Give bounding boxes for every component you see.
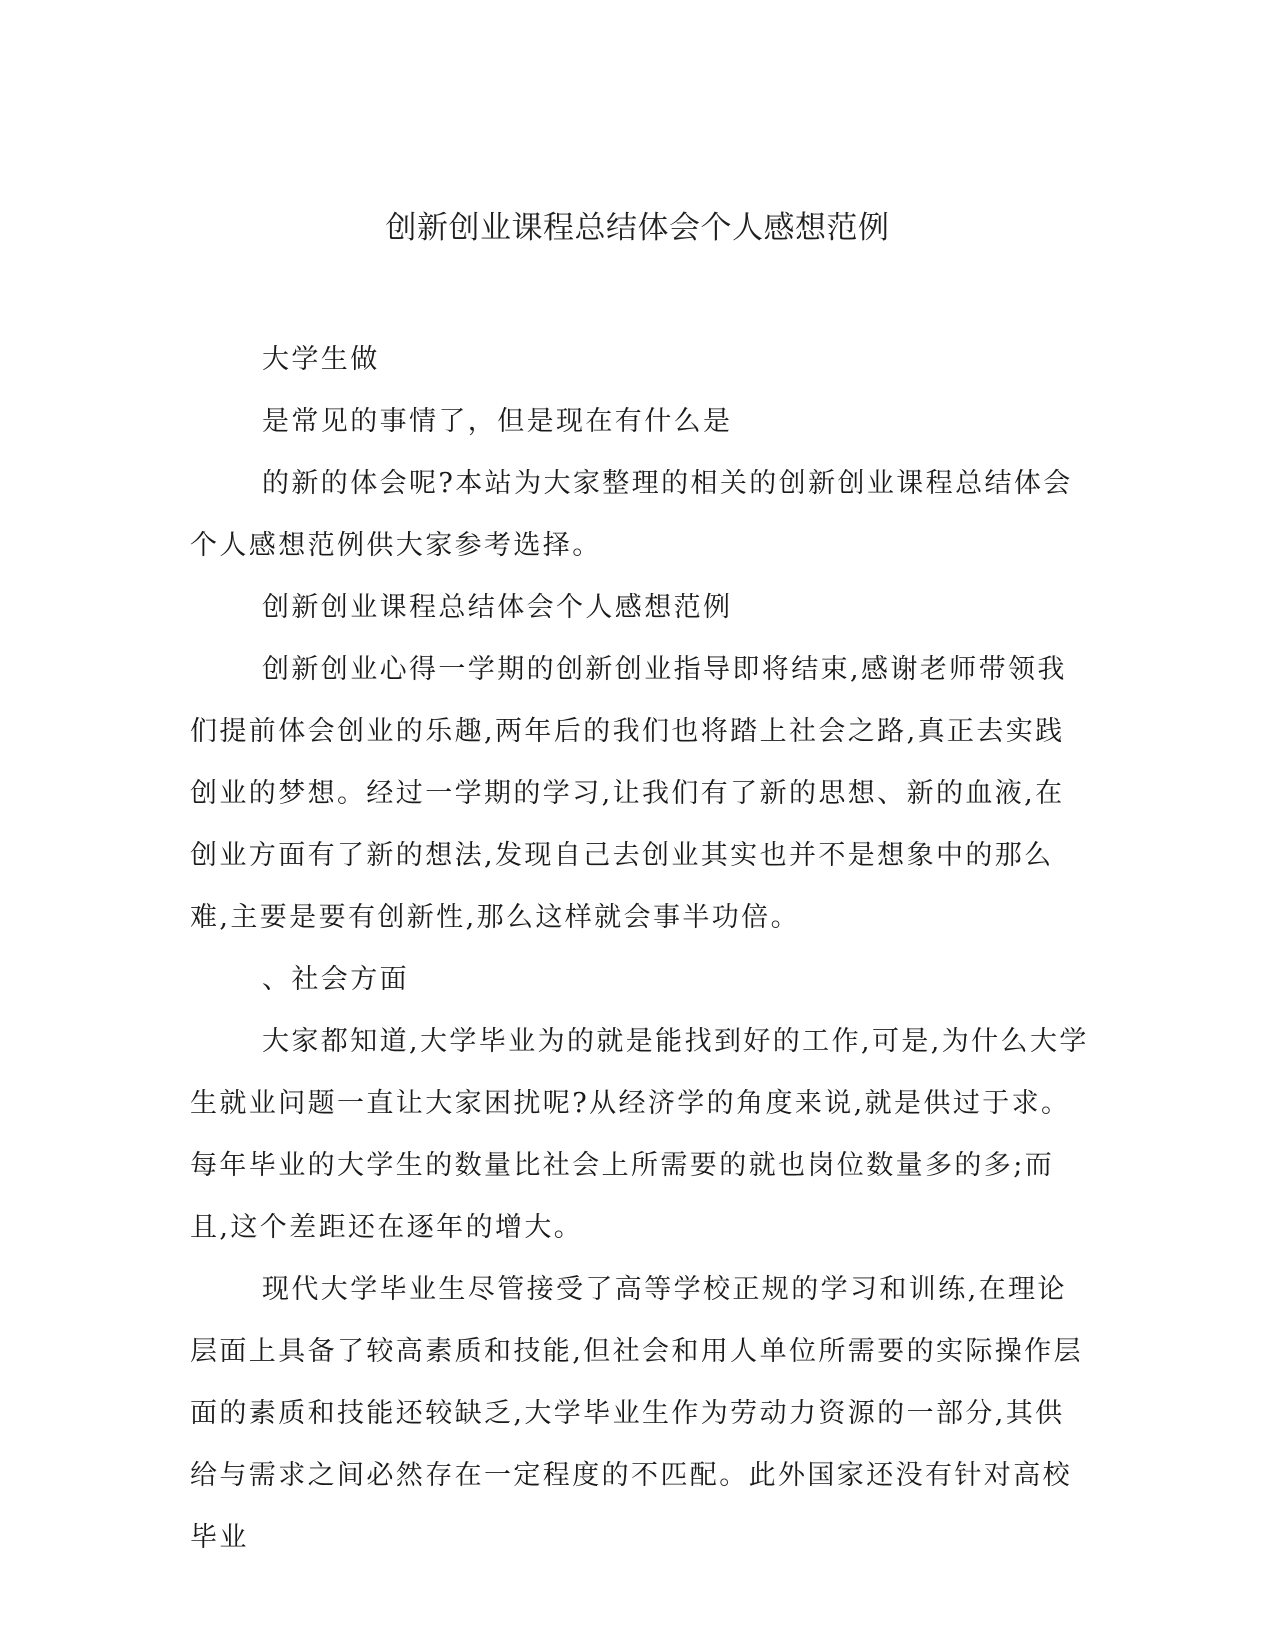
paragraph-1: 大学生做 [262, 344, 380, 375]
paragraph-5: 创新创业心得一学期的创新创业指导即将结束,感谢老师带领我们提前体会创业的乐趣,两年后的我们也将踏上社会之路,真正去实践创业的梦想。经过一学期的学习,让我们有了新的思想、新的血液,在创业方面有了新的想法,发现自己去创业其实也并不是想象中的那么难,主要是要有创新性,那么这样就会事半功倍。 [190, 654, 1067, 933]
paragraph-7: 大家都知道,大学毕业为的就是能找到好的工作,可是,为什么大学生就业问题一直让大家困扰呢?从经济学的角度来说,就是供过于求。每年毕业的大学生的数量比社会上所需要的就也岗位数量多的多;而且,这个差距还在逐年的增大。 [190, 1026, 1089, 1243]
paragraph-2: 是常见的事情了，但是现在有什么是 [262, 406, 733, 437]
document-title: 创新创业课程总结体会个人感想范例 [385, 210, 890, 246]
document-body [190, 329, 1090, 1569]
paragraph-3: 的新的体会呢?本站为大家整理的相关的创新创业课程总结体会个人感想范例供大家参考选择。 [190, 468, 1073, 561]
paragraph-4-subtitle: 创新创业课程总结体会个人感想范例 [262, 592, 733, 623]
paragraph-8: 现代大学毕业生尽管接受了高等学校正规的学习和训练,在理论层面上具备了较高素质和技能,但社会和用人单位所需要的实际操作层面的素质和技能还较缺乏,大学毕业生作为劳动力资源的一部分,其供给与需求之间必然存在一定程度的不匹配。此外国家还没有针对高校毕业 [190, 1274, 1083, 1553]
paragraph-6-section-heading: 、社会方面 [262, 964, 409, 995]
